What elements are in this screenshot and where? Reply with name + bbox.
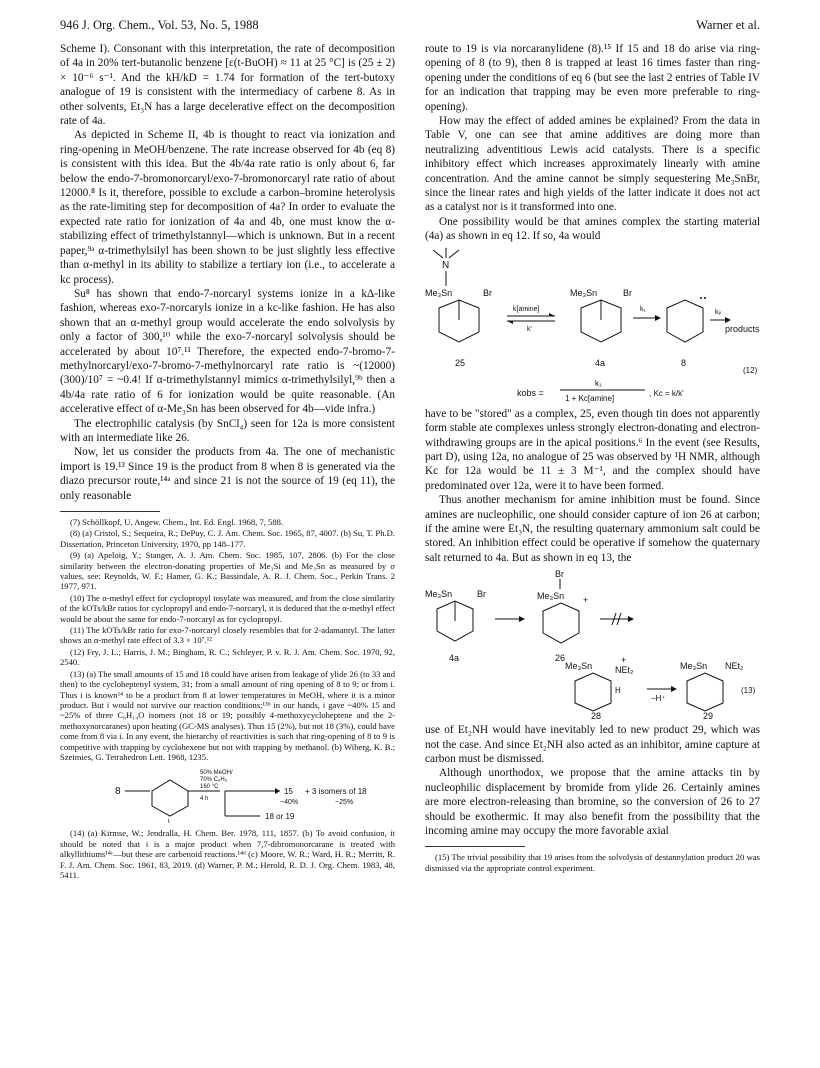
scheme-condition: 160 °C: [200, 784, 219, 791]
charge-label: +: [583, 595, 589, 606]
equilibrium-constant: , Kc = k/k': [649, 388, 684, 398]
footnote: (10) The α-methyl effect for cyclopropyl tosylate was measured, and from the close similarity of the kOTs/kBr ratios for cyclopropyl and endo-7-norcaryl, it is deduced that the α-methyl effect would be about the same for endo-7-norcaryl as for cyclopropyl.: [60, 592, 395, 624]
footnotes: [60, 517, 395, 762]
paragraph: use of Et₂NH would have inevitably led to new product 29, which was not the case. And since Et₂NH also acted as an inhibitor, amine capture at carbon must be dismissed.: [425, 724, 760, 765]
footnote: (7) Schöllkopf, U. Angew. Chem., Int. Ed. Engl. 1968, 7, 588.: [70, 517, 284, 527]
atom-label: NEt₂: [725, 661, 744, 672]
scheme-yield: ~25%: [335, 799, 354, 807]
reagent-label: −H⁺: [651, 694, 666, 704]
ring-8: [667, 300, 703, 342]
footnote-scheme: [60, 766, 395, 824]
atom-label: NEt₂: [615, 665, 634, 676]
footnote: (12) Fry, J. L.; Harris, J. M.; Bingham, R. C.; Schleyer, P. v. R. J. Am. Chem. Soc. 1970, 92, 2540.: [60, 646, 395, 668]
ring-28: [575, 673, 611, 711]
arrowhead: [549, 313, 555, 316]
scheme-product: 15: [284, 787, 293, 797]
bond: [449, 250, 459, 258]
footnote: (8) (a) Cristol, S.; Sequeira, R.; DePuy, C. J. Am. Chem. Soc. 1965, 87, 4007. (b) Su, T. Ph.D. Dissertation, Princeton University, 1970, pp 148–177.: [60, 528, 395, 549]
compound-label: 4a: [595, 357, 606, 368]
arrowhead: [655, 315, 661, 321]
paragraph: As depicted in Scheme II, 4b is thought to react via ionization and ring-opening in MeOH/benzene. The rate increase observed for 4b (eq 8) is consistent with this idea. But the 4b/4a rate ratio is only about 6, far below the endo-7-bromonorcaryl/exo-7-bromonorcaryl rate ratio of about 12000.⁸ Is it, therefore, possible to exclude a carbon–bromine heterolysis as the rate-limiting step for decomposition of 4a? In order to evaluate the expected rate ratio for ionization of 4a and 4b, one must know the α-stabilizing effect of trimethylstannyl—which is unknown. But in a recent paper,⁹ᵃ α-trimethylsilyl has been shown to be just slightly less effective than α-methyl in its ability to stabilize a tertiary ion (i.e., to accelerate a kc process).: [60, 129, 395, 286]
atom-label: Me₃Sn: [680, 661, 708, 672]
paragraph: Thus another mechanism for amine inhibition must be found. Since amines are nucleophilic, one should consider capture of ion 26 at carbon; if the amine were Et₃N, the resulting quaternary ammonium salt could be stored. An inhibition effect could be operative if somehow the quaternary salt returned to 4a. But as shown in eq 13, the: [425, 494, 760, 564]
running-header: [60, 18, 760, 36]
footnote: (13) (a) The small amounts of 15 and 18 could have arisen from leakage of ylide 26 (to 33 and then) to the cycloheptenyl system, 31; from a small amount of ring opening of 8 to 9; or from i. Thus i is known¹⁴ to be a product from 8 at lower temperatures in MeOH, where it is a minor product. But i would not survive our reaction conditions;¹³ᵇ in our hands, i gave ~40% 15 and ~25% of three C₈H₁₄O isomers (not 18 or 19; possibly 4-methoxycycloheptene and the 2-methoxynorcaranes) upon heating (GC-MS analyses). Thus 15 (2%), but not 18 (3%), could have come from 8 via i. In any event, the hierarchy of reactivities is such that ring-opening of 8 to 9 is competitive with trapping by cyclohexene but not with trapping by methanol. (b) Wiberg, K. B.; Szeimies, G. Tetrahedron Lett. 1968, 1235.: [60, 668, 395, 762]
atom-label: H: [615, 686, 621, 696]
footnotes-continued: [60, 828, 395, 880]
scheme-condition: 50% MeOH/: [200, 770, 233, 777]
atom-label: Br: [555, 569, 564, 580]
scheme-compound-label: i: [168, 818, 170, 825]
lone-pair-dot: [704, 297, 706, 299]
atom-label: N: [442, 259, 450, 271]
arrowhead: [671, 686, 677, 692]
bond: [433, 250, 443, 258]
norcarane-ring: [152, 780, 188, 816]
atom-label: Me₃Sn: [425, 287, 453, 298]
footnote-rule: [60, 511, 160, 512]
rate-constant: kₚ: [715, 308, 722, 316]
atom-label: Me₃Sn: [425, 589, 453, 600]
scheme-condition: 70% C₆H₆: [200, 777, 228, 784]
footnotes: [425, 852, 760, 873]
paragraph: Although unorthodox, we propose that the amine attacks tin by nucleophilic displacement by bromide from ylide 26. Certainly amines are more electron-releasing than bromine, so the conversion of 26 to 27 should be exothermic. It may also benefit from the possibility that the incoming amine may occupy the more favorable axial: [425, 767, 760, 837]
rate-constant: k₁: [640, 305, 646, 313]
compound-label: 4a: [449, 653, 460, 664]
ring-29: [687, 673, 723, 711]
footnote: (9) (a) Apeloig, Y.; Stanger, A. J. Am. Chem. Soc. 1985, 107, 2806. (b) For the close similarity between the electron-donating properties of Me₃Si and Me₃Sn as measured by σ values, see: Reynolds, W. F.; Hamer, G. K.; Bassindale, A. R. J. Chem. Soc., Perkin Trans. 2 1977, 971.: [60, 550, 395, 592]
equation-13: [425, 569, 760, 719]
paragraph: Scheme I). Consonant with this interpretation, the rate of decomposition of 4a in 20% tert-butanolic benzene [ε(t-BuOH) ≈ 11 at 25 °C] is (25 ± 2) × 10⁻⁶ s⁻¹. And the kH/kD = 1.74 for formation of the tert-butoxy analogue of 19 is consistent with the intermediacy of carbene 8. As in other solvents, Et₃N has a large decelerative effect on the decomposition rate of 4a.: [60, 43, 395, 128]
atom-label: Me₃Sn: [570, 287, 598, 298]
atom-label: Br: [623, 287, 632, 298]
compound-label: 28: [591, 711, 602, 720]
footnote: (14) (a) Kirmse, W.; Jendralla, H. Chem. Ber. 1978, 111, 1857. (b) To avoid confusion, it should be noted that i is a major product when 7,7-dibromonorcarane is treated with alkyllithiums¹⁴ᶜ—but these are carbenoid reactions.¹⁴ᵈ (c) Moore, W. R.; Ward, H. R.; Merritt, R. F. J. Am. Chem. Soc. 1961, 83, 2019. (d) Warner, P. M.; Herold, R. D. J. Org. Chem. 1983, 48, 5411.: [60, 828, 395, 880]
paragraph: Su⁸ has shown that endo-7-norcaryl systems ionize in a kΔ-like fashion, whereas exo-7-norcaryls ionize in a kc-like fashion. He has also shown that an α-methyl group would accelerate the endo solvolysis by only a factor of 300,¹⁰ while the exo-7-norcaryl solvolysis should be accelerated by about 10⁷.¹¹ Therefore, the expected endo-7-bromo-7-methylnorcaryl/exo-7-bromo-7-methylnorcaryl rate ratio is ~(12000)(300)/10⁷ = ~0.4! If α-trimethylstannyl mimics α-trimethylsilyl,⁹ᵇ then a 4b/4a rate ratio of 6 for ionization would be quite reasonable. (An accelerative effect of α-Me₃Sn has been observed for 4b—vide infra.): [60, 287, 395, 416]
journal-citation: 946 J. Org. Chem., Vol. 53, No. 5, 1988: [60, 18, 259, 32]
rate-constant: k[amine]: [513, 305, 540, 313]
scheme-product: + 3 isomers of 18: [305, 787, 367, 797]
footnote: (11) The kOTs/kBr ratio for exo-7-norcaryl closely resembles that for 2-adamantyl. The latter shows an α-methyl rate effect of 3.3 × 10⁷.¹²: [60, 625, 395, 646]
rate-numerator: k₁: [595, 378, 602, 388]
equation-12: [425, 248, 760, 403]
atom-label: Me₃Sn: [537, 591, 565, 602]
rate-constant: k': [527, 325, 532, 333]
author-header: Warner et al.: [696, 18, 760, 32]
compound-label: 29: [703, 711, 714, 720]
arrowhead: [275, 788, 280, 794]
compound-label: 26: [555, 653, 566, 664]
right-column: [425, 42, 760, 874]
equation-number: (13): [741, 686, 756, 696]
paragraph: Now, let us consider the products from 4a. The one of mechanistic import is 19.¹³ Since 19 is the product from 8 when 8 is generated via the diazo precursor route,¹⁴ᵃ and since 21 is not the source of 19 (eq 11), the only reasonable: [60, 446, 395, 502]
arrowhead: [725, 317, 731, 323]
atom-label: Br: [483, 287, 492, 298]
scheme-product: 18 or 19: [265, 812, 295, 822]
scheme-yield: ~40%: [280, 799, 299, 807]
rate-denominator: 1 + Kc[amine]: [565, 393, 615, 403]
footnote: (15) The trivial possibility that 19 arises from the solvolysis of destannylation product 20 was dismissed via the appropriate control experiment.: [425, 852, 760, 873]
atom-label: Me₃Sn: [565, 661, 593, 672]
paragraph: One possibility would be that amines complex the starting material (4a) as shown in eq 12. If so, 4a would: [425, 215, 760, 243]
lone-pair-dot: [700, 297, 702, 299]
charge-label: +: [621, 655, 627, 666]
footnote-rule: [425, 846, 525, 847]
paragraph: The electrophilic catalysis (by SnCl₄) seen for 12a is more consistent with an intermediate like 26.: [60, 417, 395, 444]
scheme-start-label: 8: [115, 786, 121, 798]
atom-label: Br: [477, 589, 486, 600]
equation-number: (12): [743, 365, 758, 375]
scheme-condition: 4 h: [200, 796, 209, 803]
products-label: products: [725, 323, 760, 334]
left-column: [60, 42, 395, 881]
paragraph: have to be "stored" as a complex, 25, even though tin does not apparently form stable ate complexes unless strongly electron-donating and electron-withdrawing groups are in the apical positions.⁶ In the event (see Results, part D), using 12a, no analogue of 25 was observed by ¹H NMR, although Kc for 12a would be 11 ± 3 M⁻¹, and the complex should have predominated over 12a, were it to have been formed.: [425, 407, 760, 492]
compound-label: 8: [681, 357, 687, 368]
arrowhead: [519, 616, 525, 622]
ring-26: [543, 603, 579, 643]
arrowhead: [628, 616, 634, 622]
compound-label: 25: [455, 357, 466, 368]
paragraph: How may the effect of added amines be explained? From the data in Table V, one can see that amine additives are doing more than neutralizing adventitious Lewis acid catalysts. There is a specific inhibitory effect which increases approximately linearly with amine concentration. And the amine cannot be simply sequestering Me₃SnBr, since the linear rates and high yields of the latter indicate it does not act as a catalyst nor is it transformed into one.: [425, 115, 760, 214]
paragraph: route to 19 is via norcaranylidene (8).¹⁵ If 15 and 18 do arise via ring-opening of 8 (to 9), then 8 is trapped at least 16 times faster than ring-opening under the conditions of eq 6 (but see the last 2 entries of Table IV for an indication that trapping may be even more preferable to ring-opening).: [425, 43, 760, 113]
rate-expression: kobs =: [517, 387, 544, 398]
